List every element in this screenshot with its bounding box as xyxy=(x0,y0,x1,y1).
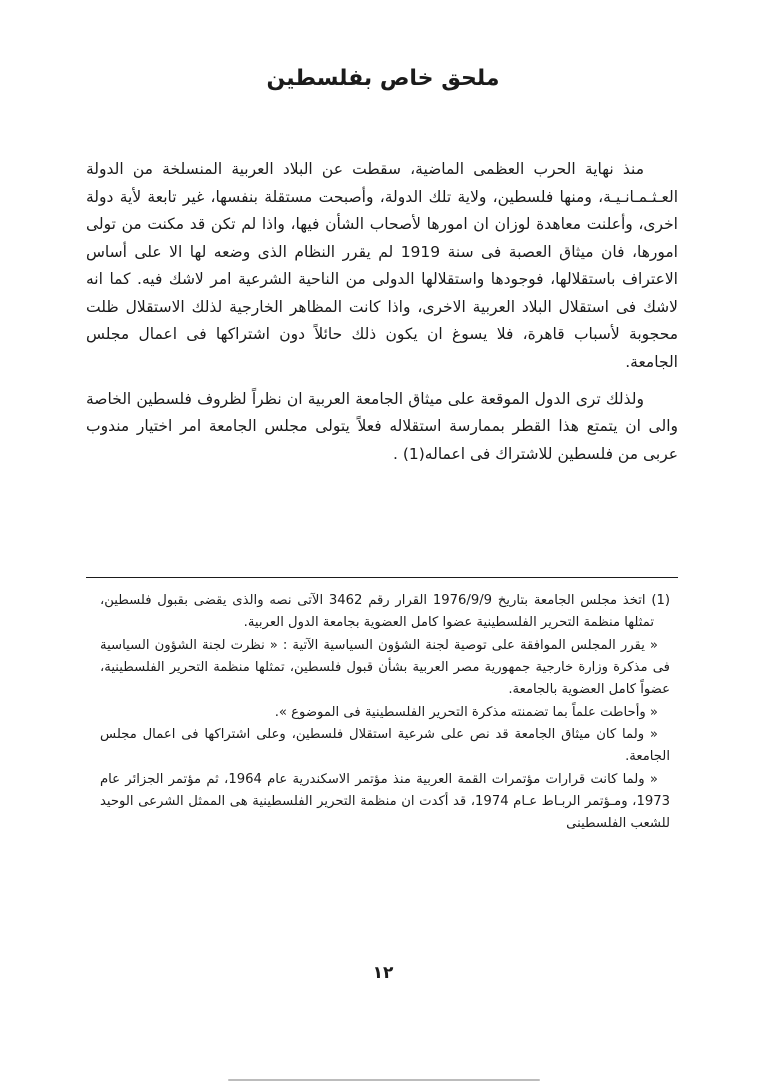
footnote-item: « يقرر المجلس الموافقة على توصية لجنة الشؤون السياسية الآتية : « نظرت لجنة الشؤون السياسية فى مذكرة وزارة خارجية جمهورية مصر العربية بشأن قبول فلسطين، تمثلها منظمة التحرير الفلسطينية، عضواً كامل العضوية بالجامعة. xyxy=(100,637,670,697)
footnote-item: « ولما كان ميثاق الجامعة قد نص على شرعية استقلال فلسطين، وعلى اشتراكها فى اعمال مجلس الجامعة. xyxy=(100,727,670,765)
body-text-block xyxy=(86,156,678,477)
page-title: ملحق خاص بفلسطين xyxy=(266,66,500,91)
footnote-divider xyxy=(86,577,678,578)
footnote-lead: (1) اتخذ مجلس الجامعة بتاريخ 1976/9/9 القرار رقم 3462 الآتى نصه والذى يقضى بقبول فلسطين، تمثلها منظمة التحرير الفلسطينية عضوا كامل العضوية بجامعة الدول العربية. xyxy=(100,593,671,630)
footnotes-block xyxy=(100,590,670,836)
footnote-item: « وأحاطت علماً بما تضمنته مذكرة التحرير الفلسطينية فى الموضوع ». xyxy=(274,704,658,720)
footnote-item: « ولما كانت قرارات مؤتمرات القمة العربية منذ مؤتمر الاسكندرية عام 1964، ثم مؤتمر الجزائر عام 1973، ومـؤتمر الربـاط عـام 1974، قد أكدت ان منظمة التحرير الفلسطينية هى الممثل الشرعى الوحيد للشعب الفلسطينى xyxy=(100,772,671,832)
scan-artifact xyxy=(228,1079,540,1081)
body-paragraph: ولذلك ترى الدول الموقعة على ميثاق الجامعة العربية ان نظراً لظروف فلسطين الخاصة والى ان يتمتع هذا القطر بممارسة استقلاله فعلاً يتولى مجلس الجامعة امر اختيار مندوب عربى من فلسطين للاشتراك فى اعماله(1) . xyxy=(86,389,678,463)
body-paragraph: منذ نهاية الحرب العظمى الماضية، سقطت عن البلاد العربية المنسلخة من الدولة العـثـمـانـيـة، ومنها فلسطين، ولاية تلك الدولة، وأصبحت مستقلة بنفسها، غير تابعة لأية دولة اخرى، وأعلنت معاهدة لوزان ان امورها لأصحاب الشأن فيها، واذا لم تكن قد مكنت من تولى امورها، فان ميثاق العصبة فى سنة 1919 لم يقرر النظام الذى وضعه لها الا على أساس الاعتراف باستقلالها، فوجودها واستقلالها الدولى من الناحية الشرعية امر لاشك فيه. كما انه لاشك فى استقلال البلاد العربية الاخرى، واذا كانت المظاهر الخارجية لذلك الاستقلال ظلت محجوبة لأسباب قاهرة، فلا يسوغ ان يكون ذلك حائلاً دون اشتراكها فى اعمال مجلس الجامعة. xyxy=(86,160,678,372)
page-number: ١٢ xyxy=(372,963,394,983)
